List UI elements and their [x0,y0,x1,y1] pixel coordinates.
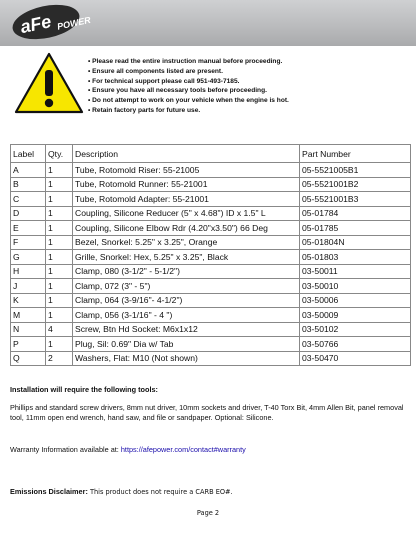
cell-description: Tube, Rotomold Adapter: 55-21001 [73,192,300,207]
cell-qty: 1 [46,192,73,207]
cell-qty: 1 [46,279,73,294]
cell-label: G [11,250,46,265]
cell-description: Bezel, Snorkel: 5.25" x 3.25", Orange [73,235,300,250]
cell-label: F [11,235,46,250]
emissions-text: This product does not require a CARB EO#. [87,488,233,496]
cell-description: Clamp, 080 (3-1/2" - 5-1/2") [73,264,300,279]
table-row [11,279,411,294]
cell-label: E [11,221,46,236]
cell-qty: 1 [46,206,73,221]
warranty-info [10,445,246,454]
cell-description: Clamp, 064 (3-9/16"- 4-1/2") [73,293,300,308]
table-row [11,221,411,236]
svg-text:POWER: POWER [56,14,92,32]
cell-description: Washers, Flat: M10 (Not shown) [73,351,300,366]
cell-label: B [11,177,46,192]
cell-qty: 4 [46,322,73,337]
cell-description: Coupling, Silicone Elbow Rdr (4.20"x3.50") 66 Deg [73,221,300,236]
cell-description: Plug, Sil: 0.69" Dia w/ Tab [73,337,300,352]
warranty-label: Warranty Information available at: [10,445,121,454]
warning-list [88,57,289,116]
cell-qty: 2 [46,351,73,366]
table-row [11,308,411,323]
afe-power-logo [8,2,98,42]
table-row [11,163,411,178]
warning-item: • Do not attempt to work on your vehicle when the engine is hot. [88,96,289,106]
emissions-label: Emissions Disclaimer: [10,487,88,496]
cell-label: D [11,206,46,221]
warranty-link[interactable]: https://afepower.com/contact#warranty [120,445,246,454]
header-description: Description [73,145,300,163]
cell-label: N [11,322,46,337]
cell-label: C [11,192,46,207]
install-tools-title: Installation will require the following tools: [10,385,158,394]
cell-part-number: 05-01785 [300,221,411,236]
install-tools-text: Phillips and standard screw drivers, 8mm nut driver, 10mm sockets and driver, T-40 Torx Bit, 4mm Allen Bit, panel removal tool, 11mm open end wrench, hand saw, and file or sandpaper. Optional: Silicone. [10,403,404,422]
cell-description: Grille, Snorkel: Hex, 5.25" x 3.25", Black [73,250,300,265]
cell-part-number: 03-50766 [300,337,411,352]
cell-part-number: 05-5521001B3 [300,192,411,207]
cell-part-number: 03-50011 [300,264,411,279]
cell-qty: 1 [46,221,73,236]
warning-item: • Please read the entire instruction manual before proceeding. [88,57,289,67]
warning-icon [14,52,84,114]
cell-part-number: 03-50010 [300,279,411,294]
cell-label: Q [11,351,46,366]
cell-qty: 1 [46,163,73,178]
cell-label: J [11,279,46,294]
emissions-disclaimer [10,487,233,496]
warning-item: • Retain factory parts for future use. [88,106,289,116]
header-label: Label [11,145,46,163]
cell-label: P [11,337,46,352]
table-row [11,264,411,279]
cell-description: Screw, Btn Hd Socket: M6x1x12 [73,322,300,337]
svg-text:aFe: aFe [18,11,54,38]
cell-description: Tube, Rotomold Runner: 55-21001 [73,177,300,192]
cell-part-number: 05-01804N [300,235,411,250]
cell-qty: 1 [46,308,73,323]
parts-table-body [11,163,411,366]
cell-label: H [11,264,46,279]
cell-part-number: 03-50102 [300,322,411,337]
warning-item: • Ensure all components listed are present. [88,67,289,77]
cell-part-number: 05-01784 [300,206,411,221]
cell-qty: 1 [46,177,73,192]
cell-part-number: 05-01803 [300,250,411,265]
cell-label: K [11,293,46,308]
table-row [11,337,411,352]
warning-item: • For technical support please call 951-493-7185. [88,77,289,87]
cell-qty: 1 [46,250,73,265]
table-row [11,235,411,250]
header-qty: Qty. [46,145,73,163]
table-row [11,177,411,192]
header-part-number: Part Number [300,145,411,163]
table-row [11,351,411,366]
cell-qty: 1 [46,337,73,352]
cell-qty: 1 [46,235,73,250]
cell-label: A [11,163,46,178]
cell-qty: 1 [46,264,73,279]
header-bar [0,0,416,46]
table-row [11,322,411,337]
table-row [11,206,411,221]
parts-table [10,144,411,366]
page-number: Page 2 [196,509,220,517]
cell-part-number: 05-5521005B1 [300,163,411,178]
cell-description: Clamp, 056 (3-1/16" - 4 ") [73,308,300,323]
cell-description: Coupling, Silicone Reducer (5" x 4.68") ID x 1.5" L [73,206,300,221]
cell-label: M [11,308,46,323]
cell-part-number: 03-50009 [300,308,411,323]
cell-part-number: 03-50006 [300,293,411,308]
table-row [11,192,411,207]
table-header-row [11,145,411,163]
cell-part-number: 03-50470 [300,351,411,366]
warning-item: • Ensure you have all necessary tools before proceeding. [88,86,289,96]
cell-qty: 1 [46,293,73,308]
table-row [11,293,411,308]
table-row [11,250,411,265]
cell-part-number: 05-5521001B2 [300,177,411,192]
cell-description: Clamp, 072 (3" - 5") [73,279,300,294]
cell-description: Tube, Rotomold Riser: 55-21005 [73,163,300,178]
